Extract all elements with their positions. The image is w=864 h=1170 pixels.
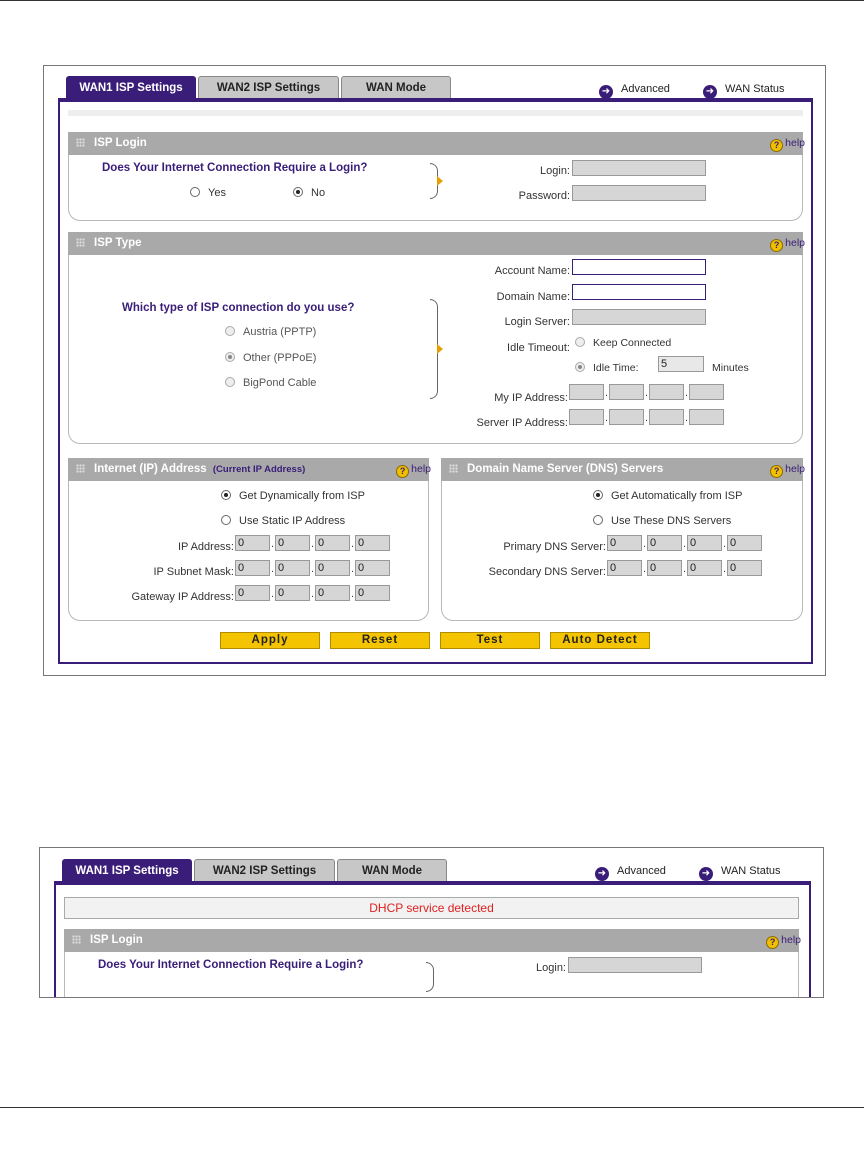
static-label: Use Static IP Address — [239, 515, 346, 527]
radio-icon — [190, 187, 200, 197]
tab-wan2[interactable]: WAN2 ISP Settings — [194, 859, 335, 881]
message-strip — [68, 110, 803, 116]
server-ip-octet-2[interactable] — [609, 409, 644, 425]
tab-wan-mode[interactable]: WAN Mode — [341, 76, 451, 98]
primary-dns-octet-2[interactable]: 0 — [647, 535, 682, 551]
help-label: help — [411, 463, 431, 475]
help-icon: ? — [770, 139, 783, 152]
primary-dns-octet-1[interactable]: 0 — [607, 535, 642, 551]
ip-address-title: Internet (IP) Address — [94, 463, 207, 475]
login-input[interactable] — [572, 160, 706, 176]
isp-option-austria[interactable] — [225, 326, 316, 338]
isp-type-question: Which type of ISP connection do you use? — [122, 302, 355, 314]
reset-button[interactable]: Reset — [330, 632, 430, 649]
arrow-right-icon: ➜ — [699, 867, 713, 881]
ip-separator: . — [683, 538, 687, 550]
radio-icon — [293, 187, 303, 197]
content-frame — [58, 98, 813, 664]
ip-separator: . — [311, 588, 315, 600]
help-icon: ? — [766, 936, 779, 949]
radio-icon — [225, 352, 235, 362]
help-link[interactable] — [766, 929, 801, 952]
ip-separator: . — [643, 563, 647, 575]
secondary-dns-octet-4[interactable]: 0 — [727, 560, 762, 576]
ip-static-radio[interactable] — [221, 515, 345, 527]
help-link[interactable] — [396, 458, 431, 481]
keep-connected-label: Keep Connected — [593, 337, 672, 349]
server-ip-octet-1[interactable] — [569, 409, 604, 425]
radio-icon — [221, 515, 231, 525]
dns-manual-radio[interactable] — [593, 515, 731, 527]
keep-connected-radio[interactable] — [575, 337, 671, 349]
gateway-octet-4[interactable]: 0 — [355, 585, 390, 601]
arrow-right-icon: ➜ — [703, 85, 717, 99]
ip-dynamic-radio[interactable] — [221, 490, 365, 502]
screenshot-2 — [39, 847, 824, 998]
arrow-right-icon: ➜ — [599, 85, 613, 99]
isp-option-other[interactable] — [225, 352, 316, 364]
auto-detect-button[interactable]: Auto Detect — [550, 632, 650, 649]
tab-wan1[interactable]: WAN1 ISP Settings — [66, 76, 196, 100]
login-question: Does Your Internet Connection Require a Login? — [102, 162, 368, 174]
ip-separator: . — [271, 588, 275, 600]
ip-separator: . — [643, 538, 647, 550]
ip-separator: . — [351, 588, 355, 600]
ip-separator: . — [685, 387, 689, 399]
grip-icon — [76, 138, 85, 147]
grip-icon — [76, 238, 85, 247]
ip-octet-4[interactable]: 0 — [355, 535, 390, 551]
apply-button[interactable]: Apply — [220, 632, 320, 649]
pointer-icon — [437, 176, 443, 186]
help-icon: ? — [770, 465, 783, 478]
idle-time-input[interactable]: 5 — [658, 356, 704, 372]
ip-separator: . — [685, 412, 689, 424]
login-question: Does Your Internet Connection Require a Login? — [98, 959, 364, 971]
ip-address-label: IP Address: — [177, 541, 234, 553]
screenshot-1 — [43, 65, 826, 676]
pointer-icon — [437, 344, 443, 354]
subnet-mask-label: IP Subnet Mask: — [153, 566, 234, 578]
primary-dns-octet-4[interactable]: 0 — [727, 535, 762, 551]
login-input[interactable] — [568, 957, 702, 973]
advanced-label: Advanced — [617, 865, 666, 877]
help-link[interactable] — [770, 132, 805, 155]
ip-separator: . — [723, 538, 727, 550]
isp-login-header — [68, 132, 803, 155]
isp-type-header — [68, 232, 803, 255]
idle-timeout-label: Idle Timeout: — [507, 342, 570, 354]
password-label: Password: — [518, 190, 570, 202]
advanced-link[interactable] — [599, 81, 670, 99]
server-ip-label: Server IP Address: — [476, 417, 568, 429]
dns-auto-radio[interactable] — [593, 490, 742, 502]
secondary-dns-octet-3[interactable]: 0 — [687, 560, 722, 576]
dns-title: Domain Name Server (DNS) Servers — [467, 463, 664, 475]
isp-login-title: ISP Login — [94, 137, 147, 149]
login-no-radio[interactable] — [293, 187, 325, 199]
account-name-input[interactable] — [572, 259, 706, 275]
ip-separator: . — [723, 563, 727, 575]
my-ip-octet-2[interactable] — [609, 384, 644, 400]
wan-status-link[interactable] — [703, 81, 785, 99]
ip-octet-1[interactable]: 0 — [235, 535, 270, 551]
ip-separator: . — [645, 387, 649, 399]
secondary-dns-octet-2[interactable]: 0 — [647, 560, 682, 576]
option-label: BigPond Cable — [243, 377, 317, 389]
mask-octet-3[interactable]: 0 — [315, 560, 350, 576]
gateway-octet-1[interactable]: 0 — [235, 585, 270, 601]
my-ip-label: My IP Address: — [494, 392, 568, 404]
my-ip-octet-3[interactable] — [649, 384, 684, 400]
ip-octet-3[interactable]: 0 — [315, 535, 350, 551]
tab-wan2[interactable]: WAN2 ISP Settings — [198, 76, 339, 98]
isp-login-header — [64, 929, 799, 952]
ip-separator: . — [645, 412, 649, 424]
brace-decoration — [426, 962, 434, 992]
dhcp-status-message: DHCP service detected — [64, 897, 799, 919]
help-label: help — [785, 237, 805, 249]
option-label: Austria (PPTP) — [243, 326, 317, 338]
test-button[interactable]: Test — [440, 632, 540, 649]
grip-icon — [449, 464, 458, 473]
ip-octet-2[interactable]: 0 — [275, 535, 310, 551]
idle-time-radio[interactable] — [575, 362, 639, 374]
wan-status-link[interactable] — [699, 863, 781, 881]
ip-separator: . — [271, 563, 275, 575]
wan-status-label: WAN Status — [721, 865, 781, 877]
ip-separator: . — [311, 563, 315, 575]
ip-address-subtitle: (Current IP Address) — [212, 464, 306, 475]
help-label: help — [781, 934, 801, 946]
gateway-label: Gateway IP Address: — [131, 591, 234, 603]
gateway-octet-2[interactable]: 0 — [275, 585, 310, 601]
tab-wan-mode[interactable]: WAN Mode — [337, 859, 447, 881]
wan-status-label: WAN Status — [725, 83, 785, 95]
grip-icon — [72, 935, 81, 944]
isp-type-title: ISP Type — [94, 237, 142, 249]
radio-icon — [225, 377, 235, 387]
radio-icon — [593, 490, 603, 500]
minutes-label: Minutes — [712, 362, 749, 374]
domain-name-input[interactable] — [572, 284, 706, 300]
radio-icon — [575, 337, 585, 347]
ip-separator: . — [271, 538, 275, 550]
idle-time-label: Idle Time: — [593, 362, 639, 374]
ip-separator: . — [311, 538, 315, 550]
login-server-input[interactable] — [572, 309, 706, 325]
my-ip-octet-1[interactable] — [569, 384, 604, 400]
gateway-octet-3[interactable]: 0 — [315, 585, 350, 601]
ip-separator: . — [605, 412, 609, 424]
password-input[interactable] — [572, 185, 706, 201]
content-frame — [54, 881, 811, 998]
account-name-label: Account Name: — [494, 265, 570, 277]
advanced-link[interactable] — [595, 863, 666, 881]
grip-icon — [76, 464, 85, 473]
help-label: help — [785, 463, 805, 475]
ip-separator: . — [683, 563, 687, 575]
ip-separator: . — [351, 538, 355, 550]
help-link[interactable] — [770, 458, 805, 481]
help-icon: ? — [770, 239, 783, 252]
domain-name-label: Domain Name: — [496, 291, 570, 303]
primary-dns-label: Primary DNS Server: — [503, 541, 606, 553]
primary-dns-octet-3[interactable]: 0 — [687, 535, 722, 551]
isp-login-title: ISP Login — [90, 934, 143, 946]
ip-address-header — [68, 458, 429, 481]
dns-header — [441, 458, 803, 481]
yes-label: Yes — [208, 187, 226, 199]
help-link[interactable] — [770, 232, 805, 255]
login-label: Login: — [536, 962, 566, 974]
help-label: help — [785, 137, 805, 149]
page-bottom-rule — [0, 1107, 864, 1108]
dns-manual-label: Use These DNS Servers — [611, 515, 732, 527]
login-label: Login: — [540, 165, 570, 177]
server-ip-octet-3[interactable] — [649, 409, 684, 425]
secondary-dns-label: Secondary DNS Server: — [488, 566, 606, 578]
no-label: No — [311, 187, 326, 199]
radio-icon — [225, 326, 235, 336]
login-yes-radio[interactable] — [190, 187, 226, 199]
dns-auto-label: Get Automatically from ISP — [611, 490, 743, 502]
mask-octet-4[interactable]: 0 — [355, 560, 390, 576]
page-top-rule — [0, 0, 864, 1]
mask-octet-2[interactable]: 0 — [275, 560, 310, 576]
radio-icon — [575, 362, 585, 372]
mask-octet-1[interactable]: 0 — [235, 560, 270, 576]
secondary-dns-octet-1[interactable]: 0 — [607, 560, 642, 576]
radio-icon — [593, 515, 603, 525]
advanced-label: Advanced — [621, 83, 670, 95]
login-server-label: Login Server: — [504, 316, 570, 328]
ip-separator: . — [605, 387, 609, 399]
option-label: Other (PPPoE) — [243, 352, 317, 364]
tab-wan1[interactable]: WAN1 ISP Settings — [62, 859, 192, 883]
my-ip-octet-4[interactable] — [689, 384, 724, 400]
ip-separator: . — [351, 563, 355, 575]
isp-option-bigpond[interactable] — [225, 377, 316, 389]
help-icon: ? — [396, 465, 409, 478]
arrow-right-icon: ➜ — [595, 867, 609, 881]
server-ip-octet-4[interactable] — [689, 409, 724, 425]
radio-icon — [221, 490, 231, 500]
dynamic-label: Get Dynamically from ISP — [239, 490, 365, 502]
